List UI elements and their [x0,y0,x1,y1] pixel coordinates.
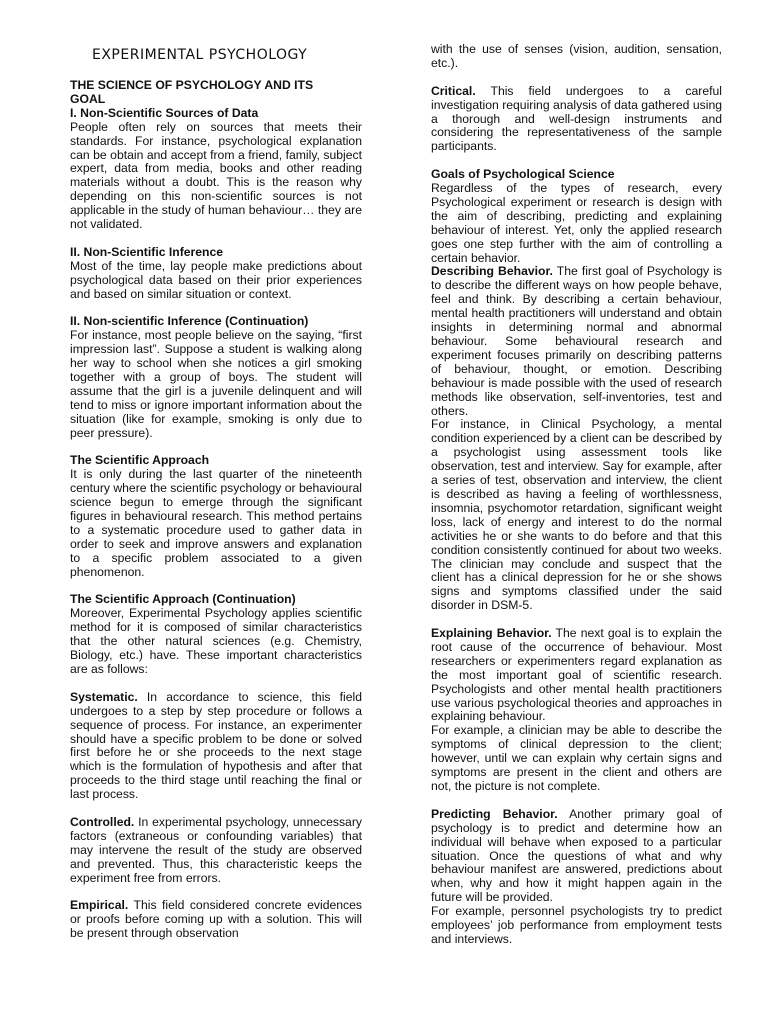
paragraph-explaining-behavior [431,627,722,724]
left-column [70,0,362,941]
paragraph-empirical [70,899,362,941]
paragraph-empirical-continuation: with the use of senses (vision, audition, sensation, etc.). [431,42,722,70]
definition-predicting-behavior: Another primary goal of psychology is to predict and determine how an individual will behave when exposed to a particular situation. Once the questions of what and why behaviour manifest are answered, predictions about when, why and how it might happen again in the future will be provided. [431,806,722,905]
term-predicting-behavior: Predicting Behavior. [431,806,558,821]
section-heading-non-scientific-sources: I. Non-Scientific Sources of Data [70,105,259,120]
paragraph-scientific-approach: It is only during the last quarter of the nineteenth century where the scientific psychology or behavioural science begun to emerge through the significant figures in behavioural research. This method pertains to a systematic procedure used to gather data in order to seek and improve answers and explanation to a specific problem associated to a given phenomenon. [70,467,362,579]
paragraph-describing-example: For instance, in Clinical Psychology, a mental condition experienced by a client can be described by a psychologist using assessment tools like observation, test and interview. Say for example, after a series of test, observation and interview, the client is described as having a feeling of worthlessness, insomnia, psychomotor retardation, significant weight loss, lack of energy and interest to do the normal activities he or she wants to do before and that this condition consistently continued for about two weeks. The clinician may conclude and suspect that the client has a clinical depression for he or she shows signs and symptoms classified under the said disorder in DSM-5. [431,417,722,613]
term-empirical: Empirical. [70,898,129,913]
definition-describing-behavior: The first goal of Psychology is to describe the different ways on how people behave, feel and think. By describing a certain behaviour, mental health practitioners will understand and obtain insights in determining normal and abnormal behaviour. Some behavioural research and experiment focuses primarily on describing patterns of behaviour, thought, or emotion. Describing behaviour is made possible with the used of research methods like observation, self-inventories, test and others. [431,264,723,418]
paragraph-explaining-example: For example, a clinician may be able to describe the symptoms of clinical depression to the client; however, until we can explain why certain signs and symptoms are present in the client and others are not, the picture is not complete. [431,723,722,793]
section-heading-scientific-approach: The Scientific Approach [70,453,210,468]
main-heading-line-1: THE SCIENCE OF PSYCHOLOGY AND ITS [70,78,314,92]
section-heading-scientific-approach-continuation: The Scientific Approach (Continuation) [70,592,296,607]
definition-controlled: In experimental psychology, unnecessary factors (extraneous or confounding variables) that may intervene the result of the study are observed and prevented. Thus, this characteristic keeps the experiment free from errors. [70,814,362,885]
section-heading-non-scientific-inference: II. Non-Scientific Inference [70,244,224,259]
paragraph-controlled [70,816,362,886]
paragraph-inference-continuation: For instance, most people believe on the saying, “first impression last”. Suppose a student is walking along her way to school when she notices a girl smoking together with a group of boys. The student will assume that the girl is a juvenile delinquent and will tend to miss or ignore important information about the situation (like for example, smoking is only due to peer pressure). [70,328,362,440]
paragraph-scientific-approach-continuation: Moreover, Experimental Psychology applies scientific method for it is composed of similar characteristics that the other natural sciences (e.g. Chemistry, Biology, etc.) have. These important characteristics are as follows: [70,606,362,676]
paragraph-goals: Regardless of the types of research, every Psychological experiment or research is design with the aim of describing, predicting and explaining behaviour of interest. Yet, only the applied research goes one step further with the aim of controlling a certain behavior. [431,181,722,265]
section-heading-goals: Goals of Psychological Science [431,167,615,182]
paragraph-critical [431,85,722,155]
term-explaining-behavior: Explaining Behavior. [431,626,552,641]
document-title: EXPERIMENTAL PSYCHOLOGY [92,47,308,63]
paragraph-non-scientific-sources: People often rely on sources that meets their standards. For instance, psychological explanation can be obtain and accept from a friend, family, subject expert, data from media, books and other reading materials without a doubt. This is the reason why depending on this non-scientific sources is not applicable in the study of human behaviour… they are not validated. [70,119,362,232]
right-column [431,43,722,947]
paragraph-systematic [70,691,362,802]
term-critical: Critical. [431,83,476,98]
term-describing-behavior: Describing Behavior. [431,264,553,279]
main-heading-line-2: GOAL [70,91,106,106]
definition-systematic: In accordance to science, this field undergoes to a step by step procedure or follows a sequence of process. For instance, an experimenter should have a specific problem to be done or solved first before he or she proceeds to the next stage which is the formulation of hypothesis and after that proceeds to the third stage until reaching the final or last process. [70,689,362,802]
definition-critical: This field undergoes to a careful investigation requiring analysis of data gathered using a thorough and well-design instruments and considering the representativeness of the sample participants. [431,83,722,154]
main-heading [70,79,362,107]
term-controlled: Controlled. [70,814,135,829]
definition-explaining-behavior: The next goal is to explain the root cause of the occurrence of behaviour. Most researchers or experimenters regard explanation as the most important goal of scientific research. Psychologists and other mental health practitioners use various psychological theories and approaches in explaining behaviour. [431,626,723,724]
paragraph-describing-behavior [431,265,722,418]
definition-empirical: This field considered concrete evidences or proofs before coming up with a solution. This will be present through observation [70,898,362,941]
paragraph-non-scientific-inference: Most of the time, lay people make predictions about psychological data based on their prior experiences and based on similar situation or context. [70,258,362,301]
section-heading-inference-continuation: II. Non-scientific Inference (Continuation) [70,314,309,329]
paragraph-predicting-behavior [431,808,722,905]
term-systematic: Systematic. [70,689,138,704]
paragraph-predicting-example: For example, personnel psychologists try to predict employees’ job performance from employment tests and interviews. [431,904,722,946]
